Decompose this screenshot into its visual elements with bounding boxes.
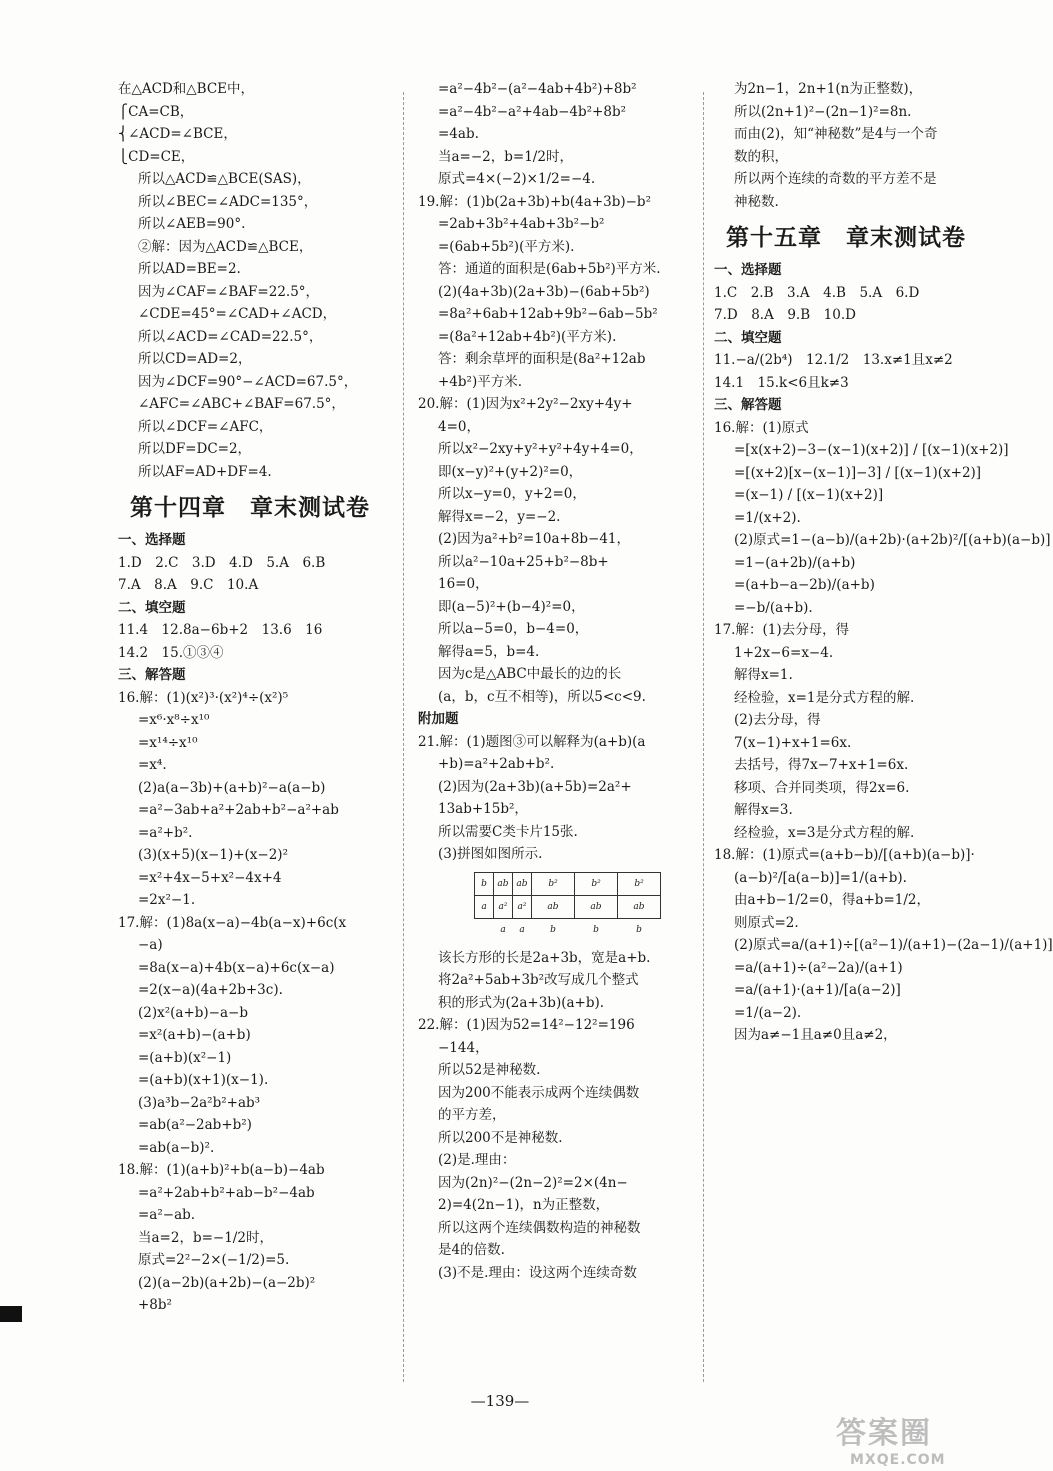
figure-cell: ab [494, 872, 513, 895]
text-line: =(x−1) / [(x−1)(x+2)] [734, 487, 884, 503]
text-line: (3)a³b−2a²b²+ab³ [138, 1094, 261, 1111]
text-line: 解得x=3. [734, 802, 793, 818]
text-line: =[(x+2)[x−(x−1)]−3] / [(x−1)(x+2)] [734, 464, 982, 481]
chapter-15-heading: 第十五章 章末测试卷 [726, 225, 966, 251]
text-line: 经检验，x=3是分式方程的解. [734, 824, 915, 841]
figure-cell: b² [618, 872, 661, 895]
text-line: −a) [138, 937, 163, 953]
section-choice: 一、选择题 [714, 262, 782, 278]
text-line: 所以∠ACD=∠CAD=22.5°， [138, 328, 323, 345]
text-line: ∠CDE=45°=∠CAD+∠ACD， [138, 306, 337, 322]
figure-cell: ab [618, 895, 661, 918]
text-line: 7.D 8.A 9.B 10.D [714, 307, 856, 323]
text-line: =8a(x−a)+4b(x−a)+6c(x−a) [138, 959, 335, 976]
text-line: (2)x²(a+b)−a−b [138, 1004, 248, 1021]
text-line: =8a²+6ab+12ab+9b²−6ab−5b² [438, 306, 658, 322]
text-line: 所以∠BEC=∠ADC=135°， [138, 193, 318, 210]
text-line: =a²−4b²−a²+4ab−4b²+8b² [438, 103, 626, 120]
text-line: 经检验，x=1是分式方程的解. [734, 689, 915, 706]
text-line: =ab(a²−2ab+b²) [138, 1117, 252, 1133]
text-line: +b)=a²+2ab+b². [438, 756, 555, 772]
text-line: (2)a(a−3b)+(a+b)²−a(a−b) [138, 779, 326, 796]
page-edge-mark [0, 1306, 22, 1322]
text-line: +8b² [138, 1297, 172, 1313]
text-line: 答：通道的面积是(6ab+5b²)平方米. [438, 261, 661, 277]
figure-label: b [550, 924, 556, 935]
choice-answers [118, 552, 390, 597]
text-line: =a²+b². [138, 824, 193, 841]
tiling-figure [474, 872, 661, 941]
text-line: 当a=−2，b=1/2时， [438, 148, 573, 165]
text-line: =−b/(a+b). [734, 599, 813, 616]
section-answer: 三、解答题 [118, 667, 186, 683]
text-line: =(a+b)(x+1)(x−1). [138, 1072, 269, 1088]
text-line: 所以200不是神秘数. [438, 1129, 563, 1146]
text-line: 因为(2n)²−(2n−2)²=2×(4n− [438, 1174, 628, 1191]
text-line: 为2n−1，2n+1(n为正整数)， [734, 81, 923, 97]
figure-cell: a [475, 895, 494, 918]
text-line: =x²+4x−5+x²−4x+4 [138, 869, 282, 886]
solution-lines [118, 687, 390, 1317]
text-line: 因为∠DCF=90°−∠ACD=67.5°， [138, 373, 358, 390]
text-line: (2)(a−2b)(a+2b)−(a−2b)² [138, 1274, 316, 1291]
text-line: 16.解：(1)(x²)³·(x²)⁴÷(x²)⁵ [118, 689, 289, 706]
text-line: 7.A 8.A 9.C 10.A [118, 577, 259, 593]
text-line: (2)原式=1−(a−b)/(a+2b)·(a+2b)²/[(a+b)(a−b)] [734, 532, 1051, 548]
text-line: (3)拼图如图所示. [438, 846, 543, 862]
text-line: 22.解：(1)因为52=14²−12²=196 [418, 1017, 635, 1033]
text-line: (a−b)²/[a(a−b)]=1/(a+b). [734, 869, 907, 886]
text-line: 所以a²−10a+25+b²−8b+ [438, 553, 609, 570]
text-line: 的平方差， [438, 1107, 506, 1123]
text-line: 1.D 2.C 3.D 4.D 5.A 6.B [118, 554, 326, 571]
section-choice: 一、选择题 [118, 532, 186, 548]
text-line: ⎧CA=CB， [118, 103, 194, 120]
text-line: =a/(a+1)·(a+1)/[a(a−2)] [734, 982, 901, 998]
text-line: 是4的倍数. [438, 1242, 505, 1258]
extra-section-heading: 附加题 [418, 711, 459, 727]
figure-cell: a² [494, 895, 513, 918]
text-line: 所以这两个连续偶数构造的神秘数 [438, 1219, 641, 1236]
text-line: ②解：因为△ACD≌△BCE， [138, 238, 313, 255]
text-line: 移项、合并同类项，得2x=6. [734, 779, 910, 796]
figure-label: b [636, 924, 642, 935]
text-line: =(a+b−a−2b)/(a+b) [734, 577, 875, 593]
text-line: 所以∠AEB=90°. [138, 216, 246, 232]
text-line: 18.解：(1)(a+b)²+b(a−b)−4ab [118, 1162, 325, 1178]
figure-cell: b² [575, 872, 618, 895]
solution-lines [418, 731, 693, 866]
fill-answers [118, 619, 390, 664]
text-line: 17.解：(1)去分母，得 [714, 622, 850, 638]
text-line: =ab(a−b)². [138, 1139, 215, 1156]
figure-cell: b² [532, 872, 575, 895]
text-line: =a²−4b²−(a²−4ab+4b²)+8b² [438, 81, 637, 97]
text-line: 神秘数. [734, 193, 779, 210]
text-line: 所以(2n+1)²−(2n−1)²=8n. [734, 103, 912, 120]
figure-label: b [593, 924, 599, 935]
text-line: 答：剩余草坪的面积是(8a²+12ab [438, 351, 646, 367]
section-fill: 二、填空题 [714, 329, 782, 346]
text-line: 则原式=2. [734, 914, 799, 931]
text-line: 7(x−1)+x+1=6x. [734, 734, 852, 751]
solution-lines [418, 78, 693, 708]
text-line: 由a+b−1/2=0，得a+b=1/2， [734, 892, 930, 908]
column-right [714, 78, 1053, 1047]
text-line: 即(x−y)²+(y+2)²=0， [438, 463, 583, 480]
figure-cell: a² [513, 895, 532, 918]
text-line: 所以52是神秘数. [438, 1062, 541, 1078]
text-line: 解得x=1. [734, 667, 793, 683]
column-left [118, 78, 390, 1317]
text-line: 2)=4(2n−1)，n为正整数， [438, 1197, 610, 1213]
text-line: (3)(x+5)(x−1)+(x−2)² [138, 847, 288, 863]
text-line: 4=0， [438, 418, 480, 435]
text-line: (a，b，c互不相等)，所以5<c<9. [438, 688, 646, 705]
text-line: 原式=4×(−2)×1/2=−4. [438, 171, 596, 187]
text-line: 11.−a/(2b⁴) 12.1/2 13.x≠1且x≠2 [714, 352, 953, 368]
solution-lines [418, 947, 693, 1285]
choice-answers [714, 282, 989, 327]
text-line: 所以DF=DC=2， [138, 441, 252, 457]
text-line: =x⁶·x⁸÷x¹⁰ [138, 712, 210, 728]
text-line: 即(a−5)²+(b−4)²=0， [438, 598, 585, 615]
text-line: ⎨∠ACD=∠BCE， [118, 126, 237, 142]
text-line: =2x²−1. [138, 892, 196, 908]
watermark-text: 答案圈 [836, 1416, 932, 1451]
text-line: 所以AF=AD+DF=4. [138, 463, 272, 480]
text-line: 17.解：(1)8a(x−a)−4b(a−x)+6c(x [118, 914, 347, 931]
text-line: 因为c是△ABC中最长的边的长 [438, 666, 622, 682]
text-line: =1/(x+2). [734, 509, 801, 526]
text-line: =a²−3ab+a²+2ab+b²−a²+ab [138, 802, 339, 818]
text-line: 所以x²−2xy+y²+y²+4y+4=0， [438, 441, 643, 457]
text-line: =2ab+3b²+4ab+3b²−b² [438, 216, 605, 232]
text-line: =(8a²+12ab+4b²)(平方米). [438, 328, 617, 345]
proof-lines [118, 78, 390, 483]
text-line: 21.解：(1)题图③可以解释为(a+b)(a [418, 733, 646, 750]
text-line: (2)因为a²+b²=10a+8b−41， [438, 531, 631, 547]
text-line: 去括号，得7x−7+x+1=6x. [734, 757, 909, 773]
text-line: =1/(a−2). [734, 1004, 802, 1021]
text-line: 20.解：(1)因为x²+2y²−2xy+4y+ [418, 396, 633, 412]
text-line: =a²−ab. [138, 1207, 196, 1223]
text-line: 所以CD=AD=2， [138, 351, 252, 367]
text-line: 所以AD=BE=2. [138, 261, 241, 277]
text-line: ∠AFC=∠ABC+∠BAF=67.5°， [138, 396, 345, 412]
text-line: 因为200不能表示成两个连续偶数 [438, 1084, 640, 1101]
chapter-14-heading: 第十四章 章末测试卷 [130, 495, 370, 521]
fill-answers [714, 349, 989, 394]
text-line: 所以a−5=0，b−4=0， [438, 621, 589, 637]
text-line: 所以△ACD≌△BCE(SAS)， [138, 171, 311, 187]
text-line: 14.1 15.k<6且k≠3 [714, 374, 849, 391]
text-line: 所以∠DCF=∠AFC， [138, 418, 273, 435]
figure-label: a [519, 924, 525, 935]
text-line: (2)原式=a/(a+1)÷[(a²−1)/(a+1)−(2a−1)/(a+1)] [734, 937, 1053, 953]
text-line: 数的积， [734, 148, 788, 165]
text-line: +4b²)平方米. [438, 373, 523, 390]
text-line: (2)因为(2a+3b)(a+5b)=2a²+ [438, 778, 632, 795]
figure-cell: b [475, 872, 494, 895]
text-line: =a²+2ab+b²+ab−b²−4ab [138, 1184, 315, 1201]
text-line: =[x(x+2)−3−(x−1)(x+2)] / [(x−1)(x+2)] [734, 442, 1009, 458]
text-line: =2(x−a)(4a+2b+3c). [138, 982, 283, 998]
text-line: (2)是.理由： [438, 1152, 516, 1168]
text-line: 1.C 2.B 3.A 4.B 5.A 6.D [714, 284, 920, 301]
solution-lines [714, 417, 1053, 1047]
section-answer: 三、解答题 [714, 397, 782, 413]
text-line: 因为a≠−1且a≠0且a≠2， [734, 1027, 897, 1043]
text-line: =(a+b)(x²−1) [138, 1049, 232, 1066]
text-line: (2)去分母，得 [734, 712, 821, 728]
text-line: 1+2x−6=x−4. [734, 644, 834, 661]
text-line: 该长方形的长是2a+3b，宽是a+b. [438, 949, 651, 966]
watermark-logo [836, 1408, 986, 1468]
text-line: =x²(a+b)−(a+b) [138, 1027, 251, 1043]
text-line: 积的形式为(2a+3b)(a+b). [438, 994, 605, 1011]
text-line: −144， [438, 1039, 489, 1056]
text-line: 14.2 15.①③④ [118, 644, 224, 661]
text-line: 16.解：(1)原式 [714, 419, 809, 436]
text-line: 所以两个连续的奇数的平方差不是 [734, 171, 937, 187]
column-divider [703, 92, 704, 1382]
section-fill: 二、填空题 [118, 599, 186, 616]
text-line: 16=0， [438, 576, 489, 592]
text-line: =x⁴. [138, 757, 167, 773]
column-middle [418, 78, 693, 1284]
text-line: 19.解：(1)b(2a+3b)+b(4a+3b)−b² [418, 193, 651, 210]
text-line: 在△ACD和△BCE中， [118, 81, 255, 97]
text-line: 18.解：(1)原式=(a+b−b)/[(a+b)(a−b)]· [714, 847, 975, 863]
text-line: =1−(a+2b)/(a+b) [734, 554, 856, 571]
column-divider [403, 92, 404, 1382]
text-line: 所以x−y=0，y+2=0， [438, 486, 586, 502]
text-line: =4ab. [438, 126, 479, 142]
figure-cell: ab [532, 895, 575, 918]
text-line: (3)不是.理由：设这两个连续奇数 [438, 1264, 637, 1281]
text-line: =(6ab+5b²)(平方米). [438, 238, 575, 255]
text-line: 原式=2²−2×(−1/2)=5. [138, 1252, 290, 1268]
text-line: 将2a²+5ab+3b²改写成几个整式 [438, 972, 639, 988]
text-line: (2)(4a+3b)(2a+3b)−(6ab+5b²) [438, 283, 650, 300]
figure-label: a [500, 924, 506, 935]
text-line: 所以需要C类卡片15张. [438, 823, 578, 840]
text-line: 因为∠CAF=∠BAF=22.5°， [138, 283, 320, 300]
text-line: =a/(a+1)÷(a²−2a)/(a+1) [734, 959, 903, 976]
watermark-url: MXQE.COM [850, 1452, 946, 1468]
solution-lines [714, 78, 989, 213]
page-number: —139— [470, 1392, 530, 1410]
text-line: 当a=2，b=−1/2时， [138, 1229, 273, 1246]
text-line: 解得x=−2，y=−2. [438, 508, 561, 525]
text-line: 而由(2)，知“神秘数”是4与一个奇 [734, 126, 938, 142]
text-line: 13ab+15b²， [438, 801, 528, 817]
text-line: =x¹⁴÷x¹⁰ [138, 734, 198, 751]
figure-cell: ab [575, 895, 618, 918]
text-line: 11.4 12.8a−6b+2 13.6 16 [118, 622, 323, 638]
figure-cell: ab [513, 872, 532, 895]
text-line: 解得a=5，b=4. [438, 643, 540, 660]
text-line: ⎩CD=CE， [118, 148, 195, 165]
